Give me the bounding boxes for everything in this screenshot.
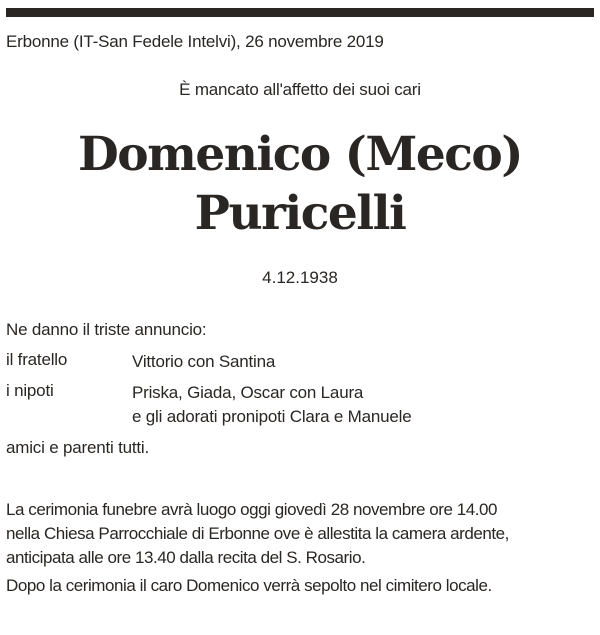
- intro-text: È mancato all'affetto dei suoi cari: [179, 80, 421, 99]
- birth-date: 4.12.1938: [262, 268, 338, 287]
- ceremony-paragraph: [6, 498, 600, 570]
- announcement-text: Ne danno il triste annuncio:: [6, 320, 207, 339]
- top-rule: [6, 8, 594, 17]
- place-date: Erbonne (IT-San Fedele Intelvi), 26 novembre 2019: [6, 32, 384, 51]
- friends-text: amici e parenti tutti.: [6, 438, 149, 457]
- family-names: [132, 350, 275, 374]
- ceremony-line: nella Chiesa Parrocchiale di Erbonne ove è allestita la camera ardente,: [6, 524, 509, 543]
- ceremony-line: La cerimonia funebre avrà luogo oggi giovedì 28 novembre ore 14.00: [6, 500, 498, 519]
- family-names: [132, 381, 411, 429]
- deceased-name-line1: Domenico (Meco): [78, 127, 522, 182]
- family-name-line: Vittorio con Santina: [132, 352, 276, 371]
- family-name-line: e gli adorati pronipoti Clara e Manuele: [132, 407, 412, 426]
- burial-text: Dopo la cerimonia il caro Domenico verrà sepolto nel cimitero locale.: [6, 576, 492, 595]
- family-name-line: Priska, Giada, Oscar con Laura: [132, 383, 364, 402]
- ceremony-line: anticipata alle ore 13.40 dalla recita del S. Rosario.: [6, 548, 366, 567]
- family-relation: i nipoti: [6, 381, 54, 400]
- family-relation: il fratello: [6, 350, 68, 369]
- deceased-name-line2: Puricelli: [194, 186, 406, 241]
